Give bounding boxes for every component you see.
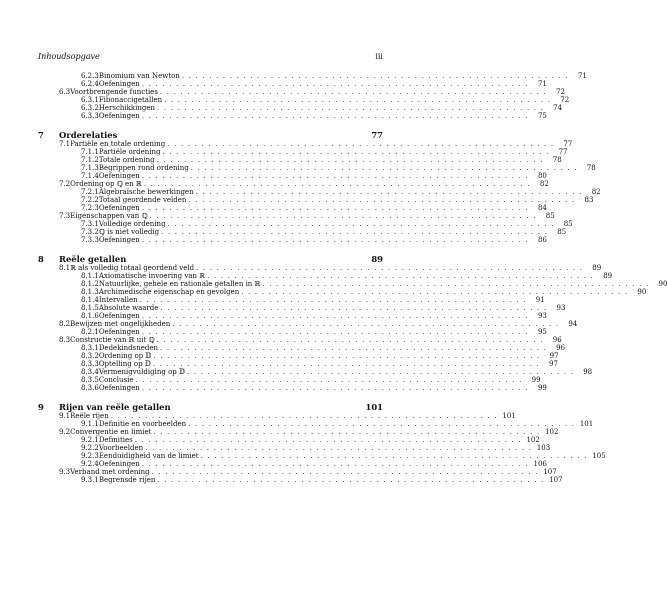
toc-entry-title: Oefeningen	[98, 328, 140, 336]
toc-entry-number: 8.3.4	[81, 368, 99, 376]
toc-entry[interactable]	[38, 196, 594, 204]
toc-entry-number: 9.2.1	[81, 436, 99, 444]
toc-entry[interactable]	[38, 72, 587, 80]
table-of-contents	[38, 72, 667, 484]
toc-entry-number: 7.3.3	[81, 236, 99, 244]
toc-entry[interactable]	[38, 148, 568, 156]
toc-entry-title: Totale ordening	[98, 156, 155, 164]
toc-entry[interactable]	[38, 476, 563, 484]
toc-entry[interactable]	[38, 172, 547, 180]
toc-entry[interactable]	[38, 288, 647, 296]
toc-entry-title: Definitie en voorbeelden	[98, 420, 187, 428]
toc-entry[interactable]	[38, 236, 547, 244]
toc-entry-title: Definities	[98, 436, 133, 444]
toc-entry-title: ℚ is niet volledig	[98, 228, 160, 236]
toc-dot-leader: . . . . . . . . . . . . . . . . . . . . . . . . . . . . . . . . . . . . . . . . . . . . . . . . . . . . . . . . .	[141, 204, 529, 212]
toc-entry-number: 8.3.5	[81, 376, 99, 384]
toc-entry[interactable]	[38, 130, 383, 140]
toc-entry[interactable]	[38, 304, 566, 312]
toc-entry-number: 7.1.2	[81, 156, 99, 164]
toc-dot-leader: . . . . . . . . . . . . . . . . . . . . . . . . . . . . . . . . . . . . . . . . . . . . . . . . . . . . . . . . .	[141, 236, 529, 244]
toc-dot-leader: . . . . . . . . . . . . . . . . . . . . . . . . . . . . . . . . . . . . . . . . . . . . . . . . . . . . . . . . .	[141, 112, 529, 120]
toc-entry-page: 75	[537, 112, 547, 120]
toc-entry-page: 77	[371, 130, 383, 140]
toc-entry-page: 102	[545, 428, 559, 436]
toc-entry-page: 90	[637, 288, 647, 296]
toc-dot-leader: . . . . . . . . . . . . . . . . . . . . . . . . . . . . . . . . . . . . . . . . . . . . . . . . . . . . . . . . .	[172, 320, 560, 328]
toc-dot-leader: . . . . . . . . . . . . . . . . . . . . . . . . . . . . . . . . . . . . . . . . . . . . . . . . . . . . . . . . .	[167, 220, 555, 228]
toc-entry[interactable]	[38, 96, 570, 104]
toc-entry[interactable]	[38, 460, 547, 468]
toc-dot-leader: . . . . . . . . . . . . . . . . . . . . . . . . . . . . . . . . . . . . . . . . . . . . . . . . . . . . . . . . .	[188, 420, 576, 428]
toc-entry[interactable]	[38, 264, 602, 272]
toc-entry[interactable]	[38, 280, 667, 288]
toc-entry-page: 77	[558, 148, 568, 156]
toc-entry-number: 9.3	[59, 468, 71, 476]
toc-entry-page: 107	[549, 476, 563, 484]
toc-entry-title: Bewijzen met ongelijkheden	[70, 320, 171, 328]
toc-entry-number: 9.1	[59, 412, 71, 420]
toc-entry-number: 9.1.1	[81, 420, 99, 428]
toc-entry-page: 77	[563, 140, 573, 148]
toc-entry-number: 7.2	[59, 180, 71, 188]
toc-dot-leader: . . . . . . . . . . . . . . . . . . . . . . . . . . . . . . . . . . . . . . . . . . . . . . . . . . . . . . . . .	[145, 444, 533, 452]
toc-dot-leader: . . . . . . . . . . . . . . . . . . . . . . . . . . . . . . . . . . . . . . . . . . . . . . . . . . . . . . . . .	[157, 476, 545, 484]
toc-entry-number: 8.1	[59, 264, 71, 272]
toc-entry-number: 8.1.2	[81, 280, 99, 288]
toc-entry[interactable]	[38, 344, 566, 352]
toc-entry-title: Begrippen rond ordening	[98, 164, 189, 172]
toc-dot-leader: . . . . . . . . . . . . . . . . . . . . . . . . . . . . . . . . . . . . . . . . . . . . . . . . . . . . . . . . .	[143, 180, 531, 188]
header-title: Inhoudsopgave	[38, 52, 100, 61]
toc-entry-title: Intervallen	[98, 296, 138, 304]
toc-entry-title: Oefeningen	[98, 312, 140, 320]
toc-entry[interactable]	[38, 80, 547, 88]
toc-entry[interactable]	[38, 212, 555, 220]
toc-entry-title: Oefeningen	[98, 204, 140, 212]
toc-entry-number: 6.3.3	[81, 112, 99, 120]
toc-entry-page: 83	[584, 196, 594, 204]
toc-entry-title: Vermenigvuldiging op 𝔻	[98, 368, 186, 376]
toc-entry-page: 89	[371, 254, 383, 264]
toc-entry-title: Orderelaties	[59, 130, 118, 140]
toc-dot-leader: . . . . . . . . . . . . . . . . . . . . . . . . . . . . . . . . . . . . . . . . . . . . . . . . . . . . . . . . .	[141, 460, 529, 468]
toc-entry-number: 8	[38, 254, 44, 264]
toc-entry[interactable]	[38, 156, 562, 164]
toc-dot-leader: . . . . . . . . . . . . . . . . . . . . . . . . . . . . . . . . . . . . . . . . . . . . . . . . . . . . . . . . .	[135, 376, 523, 384]
toc-dot-leader: . . . . . . . . . . . . . . . . . . . . . . . . . . . . . . . . . . . . . . . . . . . . . . . . . . . . . . . . .	[161, 228, 549, 236]
toc-dot-leader: . . . . . . . . . . . . . . . . . . . . . . . . . . . . . . . . . . . . . . . . . . . . . . . . . . . . . . . . .	[196, 264, 584, 272]
toc-entry-title: Axiomatische invoering van ℝ	[98, 272, 206, 280]
toc-entry-page: 99	[537, 384, 547, 392]
toc-entry-number: 8.1.3	[81, 288, 99, 296]
toc-dot-leader: . . . . . . . . . . . . . . . . . . . . . . . . . . . . . . . . . . . . . . . . . . . . . . . . . . . . . . . . .	[110, 412, 498, 420]
toc-entry[interactable]	[38, 336, 562, 344]
toc-entry-title: Oefeningen	[98, 236, 140, 244]
toc-entry-number: 8.1.6	[81, 312, 99, 320]
toc-dot-leader: . . . . . . . . . . . . . . . . . . . . . . . . . . . . . . . . . . . . . . . . . . . . . . . . . . . . . . . . .	[156, 156, 544, 164]
toc-entry-title: Reële getallen	[59, 254, 127, 264]
toc-entry-page: 80	[537, 172, 547, 180]
toc-dot-leader: . . . . . . . . . . . . . . . . . . . . . . . . . . . . . . . . . . . . . . . . . . . . . . . . . . . . . . . . .	[241, 288, 629, 296]
toc-dot-leader: . . . . . . . . . . . . . . . . . . . . . . . . . . . . . . . . . . . . . . . . . . . . . . . . . . . . . . . . .	[141, 312, 529, 320]
toc-entry[interactable]	[38, 402, 383, 412]
toc-entry-page: 103	[536, 444, 551, 452]
toc-entry-number: 7.1.4	[81, 172, 99, 180]
toc-entry-number: 8.2.1	[81, 328, 99, 336]
toc-entry-number: 7.3	[59, 212, 71, 220]
toc-dot-leader: . . . . . . . . . . . . . . . . . . . . . . . . . . . . . . . . . . . . . . . . . . . . . . . . . . . . . . . . .	[153, 428, 541, 436]
toc-dot-leader: . . . . . . . . . . . . . . . . . . . . . . . . . . . . . . . . . . . . . . . . . . . . . . . . . . . . . . . . .	[160, 344, 548, 352]
toc-entry-title: Begrensde rijen	[98, 476, 156, 484]
toc-entry-page: 85	[545, 212, 555, 220]
toc-dot-leader: . . . . . . . . . . . . . . . . . . . . . . . . . . . . . . . . . . . . . . . . . . . . . . . . . . . . . . . . .	[188, 196, 576, 204]
toc-entry-title: Conclusie	[98, 376, 134, 384]
toc-entry[interactable]	[38, 376, 541, 384]
toc-dot-leader: . . . . . . . . . . . . . . . . . . . . . . . . . . . . . . . . . . . . . . . . . . . . . . . . . . . . . . . . .	[141, 80, 529, 88]
toc-dot-leader: . . . . . . . . . . . . . . . . . . . . . . . . . . . . . . . . . . . . . . . . . . . . . . . . . . . . . . . . .	[149, 212, 537, 220]
toc-dot-leader: . . . . . . . . . . . . . . . . . . . . . . . . . . . . . . . . . . . . . . . . . . . . . . . . . . . . . . . . .	[156, 336, 544, 344]
toc-entry[interactable]	[38, 428, 559, 436]
toc-dot-leader: . . . . . . . . . . . . . . . . . . . . . . . . . . . . . . . . . . . . . . . . . . . . . . . . . . . . . . . . .	[187, 368, 575, 376]
toc-entry-page: 71	[577, 72, 587, 80]
toc-entry-number: 7.2.3	[81, 204, 99, 212]
toc-entry-page: 93	[556, 304, 566, 312]
toc-entry-title: Binomium van Newton	[98, 72, 180, 80]
toc-entry-title: Partiële en totale ordening	[70, 140, 166, 148]
toc-dot-leader: . . . . . . . . . . . . . . . . . . . . . . . . . . . . . . . . . . . . . . . . . . . . . . . . . . . . . . . . .	[181, 72, 569, 80]
toc-dot-leader: . . . . . . . . . . . . . . . . . . . . . . . . . . . . . . . . . . . . . . . . . . . . . . . . . . . . . . . . .	[151, 468, 539, 476]
toc-entry-page: 105	[592, 452, 606, 460]
toc-entry-number: 8.3.6	[81, 384, 99, 392]
toc-entry-page: 72	[556, 88, 565, 96]
toc-entry[interactable]	[38, 320, 578, 328]
toc-entry-page: 97	[549, 352, 559, 360]
toc-entry-page: 96	[556, 344, 566, 352]
toc-entry-page: 99	[531, 376, 541, 384]
toc-entry[interactable]	[38, 140, 573, 148]
toc-entry[interactable]	[38, 436, 540, 444]
toc-dot-leader: . . . . . . . . . . . . . . . . . . . . . . . . . . . . . . . . . . . . . . . . . . . . . . . . . . . . . . . . .	[141, 328, 529, 336]
toc-entry-page: 78	[586, 164, 596, 172]
toc-entry-number: 7.3.2	[81, 228, 99, 236]
toc-entry-title: Dedekindsneden	[98, 344, 159, 352]
toc-entry-page: 72	[560, 96, 570, 104]
toc-entry-title: Verband met ordening	[70, 468, 150, 476]
toc-dot-leader: . . . . . . . . . . . . . . . . . . . . . . . . . . . . . . . . . . . . . . . . . . . . . . . . . . . . . . . . .	[200, 452, 588, 460]
toc-entry-title: Ordening op 𝔻	[98, 352, 152, 360]
toc-entry[interactable]	[38, 112, 547, 120]
toc-dot-leader: . . . . . . . . . . . . . . . . . . . . . . . . . . . . . . . . . . . . . . . . . . . . . . . . . . . . . . . . .	[162, 148, 550, 156]
toc-entry-page: 97	[549, 360, 558, 368]
toc-entry-title: Constructie van ℝ uit ℚ	[70, 336, 155, 344]
toc-entry-page: 82	[591, 188, 601, 196]
toc-entry-title: Algebraïsche bewerkingen	[98, 188, 194, 196]
toc-entry-page: 90	[658, 280, 667, 288]
toc-entry-page: 91	[535, 296, 545, 304]
toc-entry[interactable]	[38, 468, 557, 476]
toc-entry-number: 9	[38, 402, 44, 412]
toc-entry[interactable]	[38, 384, 547, 392]
toc-entry-title: Oefeningen	[98, 80, 140, 88]
toc-entry[interactable]	[38, 188, 601, 196]
toc-entry-title: Volledige ordening	[98, 220, 166, 228]
toc-entry-page: 98	[583, 368, 593, 376]
toc-entry-page: 101	[502, 412, 516, 420]
toc-entry-page: 74	[553, 104, 563, 112]
toc-entry-title: Archimedische eigenschap en gevolgen	[98, 288, 240, 296]
toc-entry-number: 6.3	[59, 88, 71, 96]
toc-entry-title: Convergentie en limiet	[70, 428, 152, 436]
toc-entry[interactable]	[38, 360, 558, 368]
toc-entry-page: 71	[537, 80, 547, 88]
toc-entry[interactable]	[38, 420, 594, 428]
toc-entry-number: 6.2.3	[81, 72, 99, 80]
toc-entry[interactable]	[38, 328, 547, 336]
toc-entry-number: 8.3.1	[81, 344, 99, 352]
toc-dot-leader: . . . . . . . . . . . . . . . . . . . . . . . . . . . . . . . . . . . . . . . . . . . . . . . . . . . . . . . . .	[190, 164, 578, 172]
toc-entry-number: 6.2.4	[81, 80, 99, 88]
toc-dot-leader: . . . . . . . . . . . . . . . . . . . . . . . . . . . . . . . . . . . . . . . . . . . . . . . . . . . . . . . . .	[141, 384, 529, 392]
toc-entry[interactable]	[38, 272, 613, 280]
toc-entry-number: 7.2.1	[81, 188, 99, 196]
toc-entry-number: 8.1.4	[81, 296, 99, 304]
toc-entry-page: 101	[579, 420, 594, 428]
toc-entry-title: Ordening op ℚ en ℝ	[70, 180, 142, 188]
toc-entry-number: 8.1.1	[81, 272, 99, 280]
toc-entry[interactable]	[38, 254, 383, 264]
toc-entry-number: 6.3.2	[81, 104, 99, 112]
toc-entry-title: Optelling op 𝔻	[98, 360, 151, 368]
toc-entry-title: Fibonaccigetallen	[98, 96, 163, 104]
toc-entry-page: 95	[537, 328, 547, 336]
toc-entry-title: Oefeningen	[98, 172, 140, 180]
header-page-number: iii	[375, 52, 383, 61]
toc-entry-title: Eenduidigheid van de limiet	[98, 452, 199, 460]
toc-entry-title: Reële rijen	[70, 412, 109, 420]
toc-entry-page: 86	[537, 236, 547, 244]
toc-entry-number: 8.3	[59, 336, 71, 344]
toc-dot-leader: . . . . . . . . . . . . . . . . . . . . . . . . . . . . . . . . . . . . . . . . . . . . . . . . . . . . . . . . .	[195, 188, 583, 196]
toc-entry[interactable]	[38, 164, 596, 172]
toc-dot-leader: . . . . . . . . . . . . . . . . . . . . . . . . . . . . . . . . . . . . . . . . . . . . . . . . . . . . . . . . .	[207, 272, 595, 280]
toc-entry[interactable]	[38, 88, 565, 96]
toc-entry-title: Absolute waarde	[98, 304, 159, 312]
toc-entry-page: 85	[557, 228, 567, 236]
toc-entry[interactable]	[38, 352, 559, 360]
toc-dot-leader: . . . . . . . . . . . . . . . . . . . . . . . . . . . . . . . . . . . . . . . . . . . . . . . . . . . . . . . . .	[141, 172, 529, 180]
toc-entry[interactable]	[38, 204, 547, 212]
toc-entry-number: 8.2	[59, 320, 71, 328]
toc-entry-title: Oefeningen	[98, 112, 140, 120]
toc-entry[interactable]	[38, 452, 606, 460]
toc-entry[interactable]	[38, 228, 567, 236]
toc-entry-number: 6.3.1	[81, 96, 99, 104]
toc-entry-page: 94	[568, 320, 578, 328]
toc-entry-page: 82	[539, 180, 549, 188]
toc-dot-leader: . . . . . . . . . . . . . . . . . . . . . . . . . . . . . . . . . . . . . . . . . . . . . . . . . . . . . . . . .	[262, 280, 650, 288]
page-header	[38, 52, 383, 64]
toc-dot-leader: . . . . . . . . . . . . . . . . . . . . . . . . . . . . . . . . . . . . . . . . . . . . . . . . . . . . . . . . .	[157, 104, 545, 112]
toc-entry-title: Rijen van reële getallen	[59, 402, 171, 412]
toc-entry-title: Herschikkingen	[98, 104, 156, 112]
toc-entry-number: 8.3.3	[81, 360, 99, 368]
toc-dot-leader: . . . . . . . . . . . . . . . . . . . . . . . . . . . . . . . . . . . . . . . . . . . . . . . . . . . . . . . . .	[167, 140, 555, 148]
toc-entry-number: 7.1.1	[81, 148, 99, 156]
toc-entry-title: Natuurlijke, gehele en rationale getallen in ℝ	[98, 280, 261, 288]
toc-entry-number: 7	[38, 130, 44, 140]
toc-entry[interactable]	[38, 104, 563, 112]
toc-entry-number: 7.2.2	[81, 196, 99, 204]
toc-entry-number: 9.2	[59, 428, 71, 436]
toc-dot-leader: . . . . . . . . . . . . . . . . . . . . . . . . . . . . . . . . . . . . . . . . . . . . . . . . . . . . . . . . .	[139, 296, 527, 304]
toc-entry[interactable]	[38, 296, 545, 304]
toc-entry-page: 84	[537, 204, 547, 212]
toc-entry-title: Oefeningen	[98, 460, 140, 468]
toc-entry-number: 8.1.5	[81, 304, 99, 312]
toc-entry-number: 9.2.4	[81, 460, 99, 468]
toc-entry-number: 9.2.2	[81, 444, 99, 452]
toc-entry-title: Eigenschappen van ℚ	[70, 212, 148, 220]
toc-entry[interactable]	[38, 444, 551, 452]
toc-entry-title: Partiële ordening	[98, 148, 161, 156]
toc-entry-title: Voortbrengende functies	[70, 88, 158, 96]
toc-dot-leader: . . . . . . . . . . . . . . . . . . . . . . . . . . . . . . . . . . . . . . . . . . . . . . . . . . . . . . . . .	[159, 88, 547, 96]
toc-entry[interactable]	[38, 368, 593, 376]
toc-entry-page: 78	[552, 156, 562, 164]
toc-entry-title: Oefeningen	[98, 384, 140, 392]
toc-entry-number: 8.3.2	[81, 352, 99, 360]
toc-entry-page: 101	[365, 402, 383, 412]
toc-entry[interactable]	[38, 180, 549, 188]
toc-dot-leader: . . . . . . . . . . . . . . . . . . . . . . . . . . . . . . . . . . . . . . . . . . . . . . . . . . . . . . . . .	[153, 352, 541, 360]
toc-entry-title: Voorbeelden	[98, 444, 144, 452]
toc-entry-page: 102	[526, 436, 540, 444]
toc-entry-page: 89	[603, 272, 613, 280]
toc-entry-number: 9.2.3	[81, 452, 99, 460]
toc-entry[interactable]	[38, 220, 573, 228]
toc-entry-page: 89	[592, 264, 602, 272]
toc-entry-page: 106	[533, 460, 547, 468]
toc-entry-number: 7.1	[59, 140, 71, 148]
toc-dot-leader: . . . . . . . . . . . . . . . . . . . . . . . . . . . . . . . . . . . . . . . . . . . . . . . . . . . . . . . . .	[152, 360, 540, 368]
toc-entry-page: 107	[543, 468, 557, 476]
toc-dot-leader: . . . . . . . . . . . . . . . . . . . . . . . . . . . . . . . . . . . . . . . . . . . . . . . . . . . . . . . . .	[134, 436, 522, 444]
toc-entry-page: 85	[563, 220, 573, 228]
toc-entry[interactable]	[38, 412, 516, 420]
toc-entry-page: 93	[537, 312, 547, 320]
toc-dot-leader: . . . . . . . . . . . . . . . . . . . . . . . . . . . . . . . . . . . . . . . . . . . . . . . . . . . . . . . . .	[164, 96, 552, 104]
toc-dot-leader: . . . . . . . . . . . . . . . . . . . . . . . . . . . . . . . . . . . . . . . . . . . . . . . . . . . . . . . . .	[160, 304, 548, 312]
toc-entry-number: 9.3.1	[81, 476, 99, 484]
toc-entry-number: 7.1.3	[81, 164, 99, 172]
toc-entry[interactable]	[38, 312, 547, 320]
toc-entry-title: ℝ als volledig totaal geordend veld	[70, 264, 195, 272]
toc-entry-title: Totaal geordende velden	[98, 196, 187, 204]
toc-entry-page: 96	[552, 336, 562, 344]
toc-entry-number: 7.3.1	[81, 220, 99, 228]
